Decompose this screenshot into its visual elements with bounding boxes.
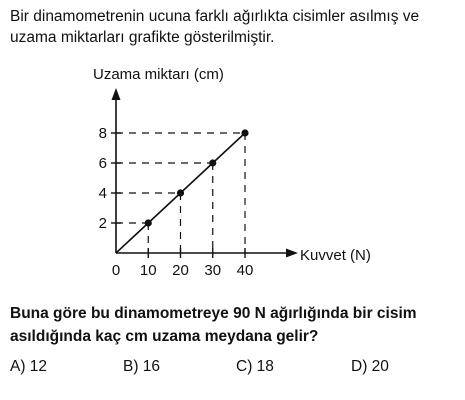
y-tick-label: 6	[98, 155, 107, 172]
data-point	[177, 189, 184, 196]
y-axis-label: Uzama miktarı (cm)	[93, 66, 224, 83]
y-tick-label: 8	[98, 125, 107, 142]
data-point	[241, 129, 248, 136]
x-axis-arrow	[286, 249, 298, 258]
data-point	[145, 219, 152, 226]
option-c[interactable]: C) 18	[236, 358, 274, 375]
y-tick-label: 4	[98, 185, 107, 202]
data-point	[209, 159, 216, 166]
y-tick-label: 2	[98, 215, 107, 232]
x-tick-label: 0	[111, 262, 121, 279]
x-tick-label: 10	[139, 262, 157, 279]
y-axis-arrow	[112, 88, 121, 100]
option-d[interactable]: D) 20	[351, 358, 389, 375]
intro-text: Bir dinamometrenin ucuna farklı ağırlıkta cisimler asılmış ve uzama miktarları grafikte gösterilmiştir.	[10, 8, 420, 46]
x-tick-label: 20	[172, 262, 189, 279]
x-tick-label: 30	[204, 262, 222, 279]
chart-plot-area	[99, 88, 298, 279]
option-a[interactable]: A) 12	[10, 358, 48, 375]
x-axis-label: Kuvvet (N)	[300, 247, 371, 264]
answer-options	[10, 358, 455, 382]
option-b[interactable]: B) 16	[123, 358, 161, 375]
x-tick-label: 40	[236, 262, 254, 279]
question-text: Buna göre bu dinamometreye 90 N ağırlığında bir cisim asıldığında kaç cm uzama meydana gelir?	[10, 305, 417, 345]
